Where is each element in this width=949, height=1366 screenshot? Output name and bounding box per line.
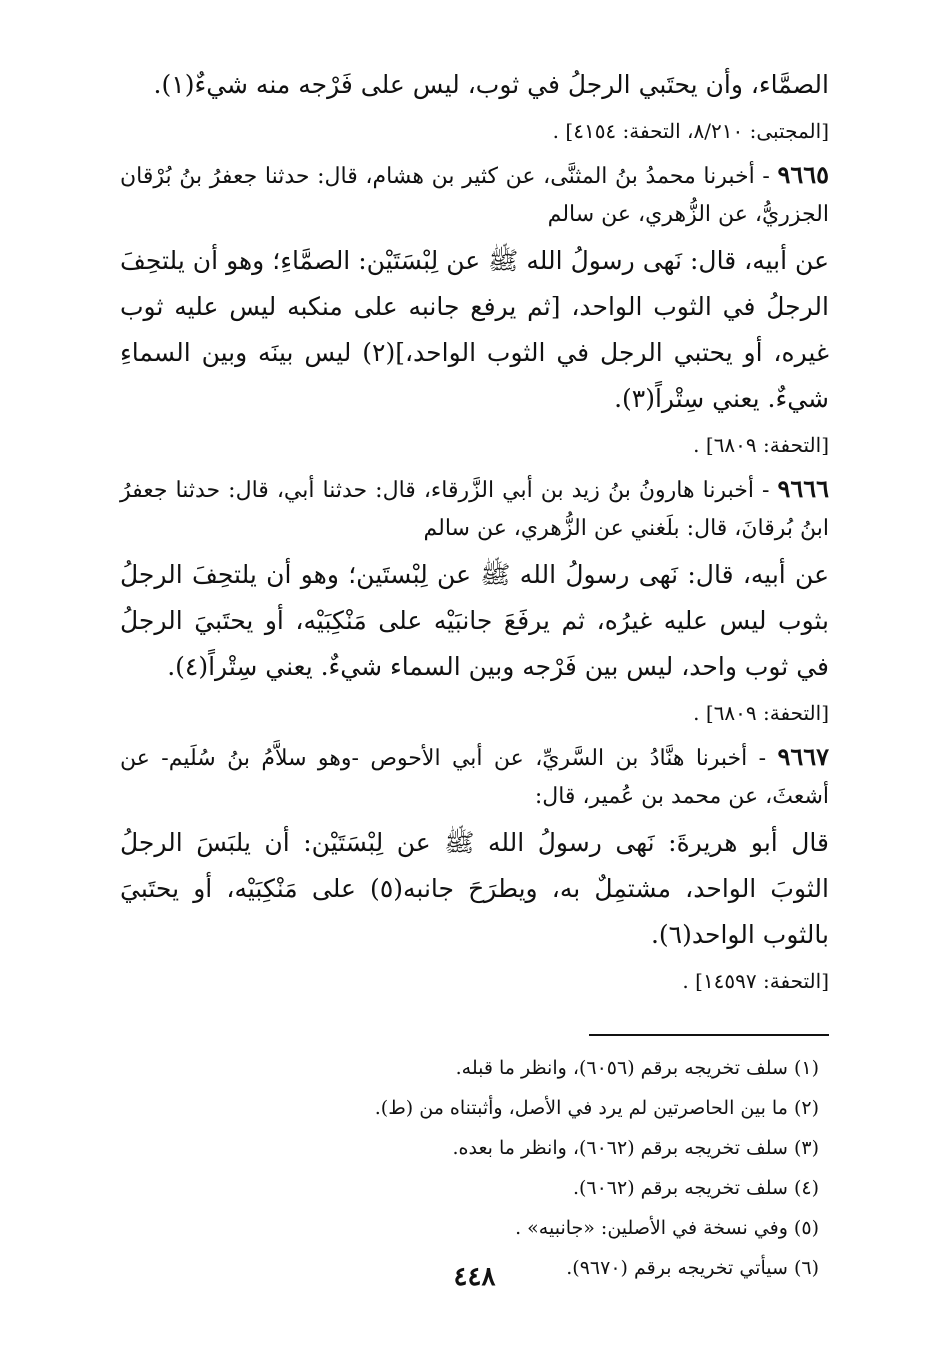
footnote: (٣) سلف تخريجه برقم (٦٠٦٢)، وانظر ما بعده.	[452, 1137, 819, 1159]
source-reference: [التحفة: ٦٨٠٩] .	[693, 701, 829, 725]
hadith-isnad	[120, 156, 829, 234]
footnotes	[120, 1048, 829, 1288]
footnote: (٥) وفي نسخة في الأصلين: «جانبيه» .	[515, 1217, 819, 1239]
hadith-isnad	[120, 470, 829, 548]
page-number: ٤٤٨	[453, 1262, 496, 1292]
hadith-entry	[120, 738, 829, 998]
footnote: (٤) سلف تخريجه برقم (٦٠٦٢).	[572, 1177, 819, 1199]
source-reference: [التحفة: ١٤٥٩٧] .	[682, 969, 829, 993]
hadith-matn: عن أبيه، قال: نَهى رسولُ الله ﷺ عن لِبْسَتَيْن: الصمَّاءِ؛ وهو أن يلتحِفَ الرجلُ في الثوب الواحد، [ثم يرفع جانبه على منكبه ليس عليه ثوب غيره، أو يحتبي الرجل في الثوب الواحد،](٢) ليس بينَه وبين السماءِ شيءٌ. يعني سِتْراً(٣).	[120, 246, 829, 413]
hadith-number: ٩٦٦٧	[777, 742, 829, 771]
hadith-matn: عن أبيه، قال: نَهى رسولُ الله ﷺ عن لِبْستَين؛ وهو أن يلتحِفَ الرجلُ بثوب ليس عليه غيرُه، ثم يرفَعَ جانبَيْه على مَنْكِبَيْه، أو يحتَبيَ الرجلُ في ثوب واحد، ليس بين فَرْجه وبين السماء شيءٌ. يعني سِتْراً(٤).	[120, 560, 829, 681]
hadith-number: ٩٦٦٥	[777, 160, 829, 189]
source-reference: [التحفة: ٦٨٠٩] .	[693, 433, 829, 457]
hadith-entry	[120, 156, 829, 462]
source-reference: [المجتبى: ٨/٢١٠، التحفة: ٤١٥٤] .	[552, 119, 829, 143]
footnote: (٢) ما بين الحاصرتين لم يرد في الأصل، وأثبتناه من (ط).	[374, 1097, 819, 1119]
hadith-isnad	[120, 738, 829, 816]
opening-text: الصمَّاء، وأن يحتَبي الرجلُ في ثوب، ليس على فَرْجه منه شيءٌ(١).	[153, 70, 829, 99]
hadith-entry	[120, 470, 829, 730]
isnad-text: - أخبرنا هنَّادُ بن السَّريِّ، عن أبي الأحوص -وهو سلاَّمُ بنُ سُلَيم- عن أشعثَ، عن محمد بن عُمير، قال:	[120, 746, 829, 809]
isnad-text: - أخبرنا هارونُ بنُ زيد بن أبي الزَّرقاء، قال: حدثنا أبي، قال: حدثنا جعفرُ ابنُ بُرقانَ، قال: بلَغني عن الزُّهري، عن سالم	[120, 478, 829, 541]
hadith-matn: قال أبو هريرةَ: نَهى رسولُ الله ﷺ عن لِبْسَتَيْن: أن يلبَسَ الرجلُ الثوبَ الواحد، مشتمِلٌ به، ويطرَحَ جانبه(٥) على مَنْكِبَيْه، أو يحتَبيَ بالثوب الواحد(٦).	[120, 828, 829, 949]
isnad-text: - أخبرنا محمدُ بنُ المثنَّى، عن كثير بن هشام، قال: حدثنا جعفرُ بنُ بُرْقان الجزريُّ، عن الزُّهري، عن سالم	[120, 164, 829, 227]
footnote: (٦) سيأتي تخريجه برقم (٩٦٧٠).	[566, 1257, 819, 1279]
footnote: (١) سلف تخريجه برقم (٦٠٥٦)، وانظر ما قبله.	[455, 1057, 819, 1079]
hadith-number: ٩٦٦٦	[777, 474, 829, 503]
footnote-divider	[589, 1034, 829, 1036]
